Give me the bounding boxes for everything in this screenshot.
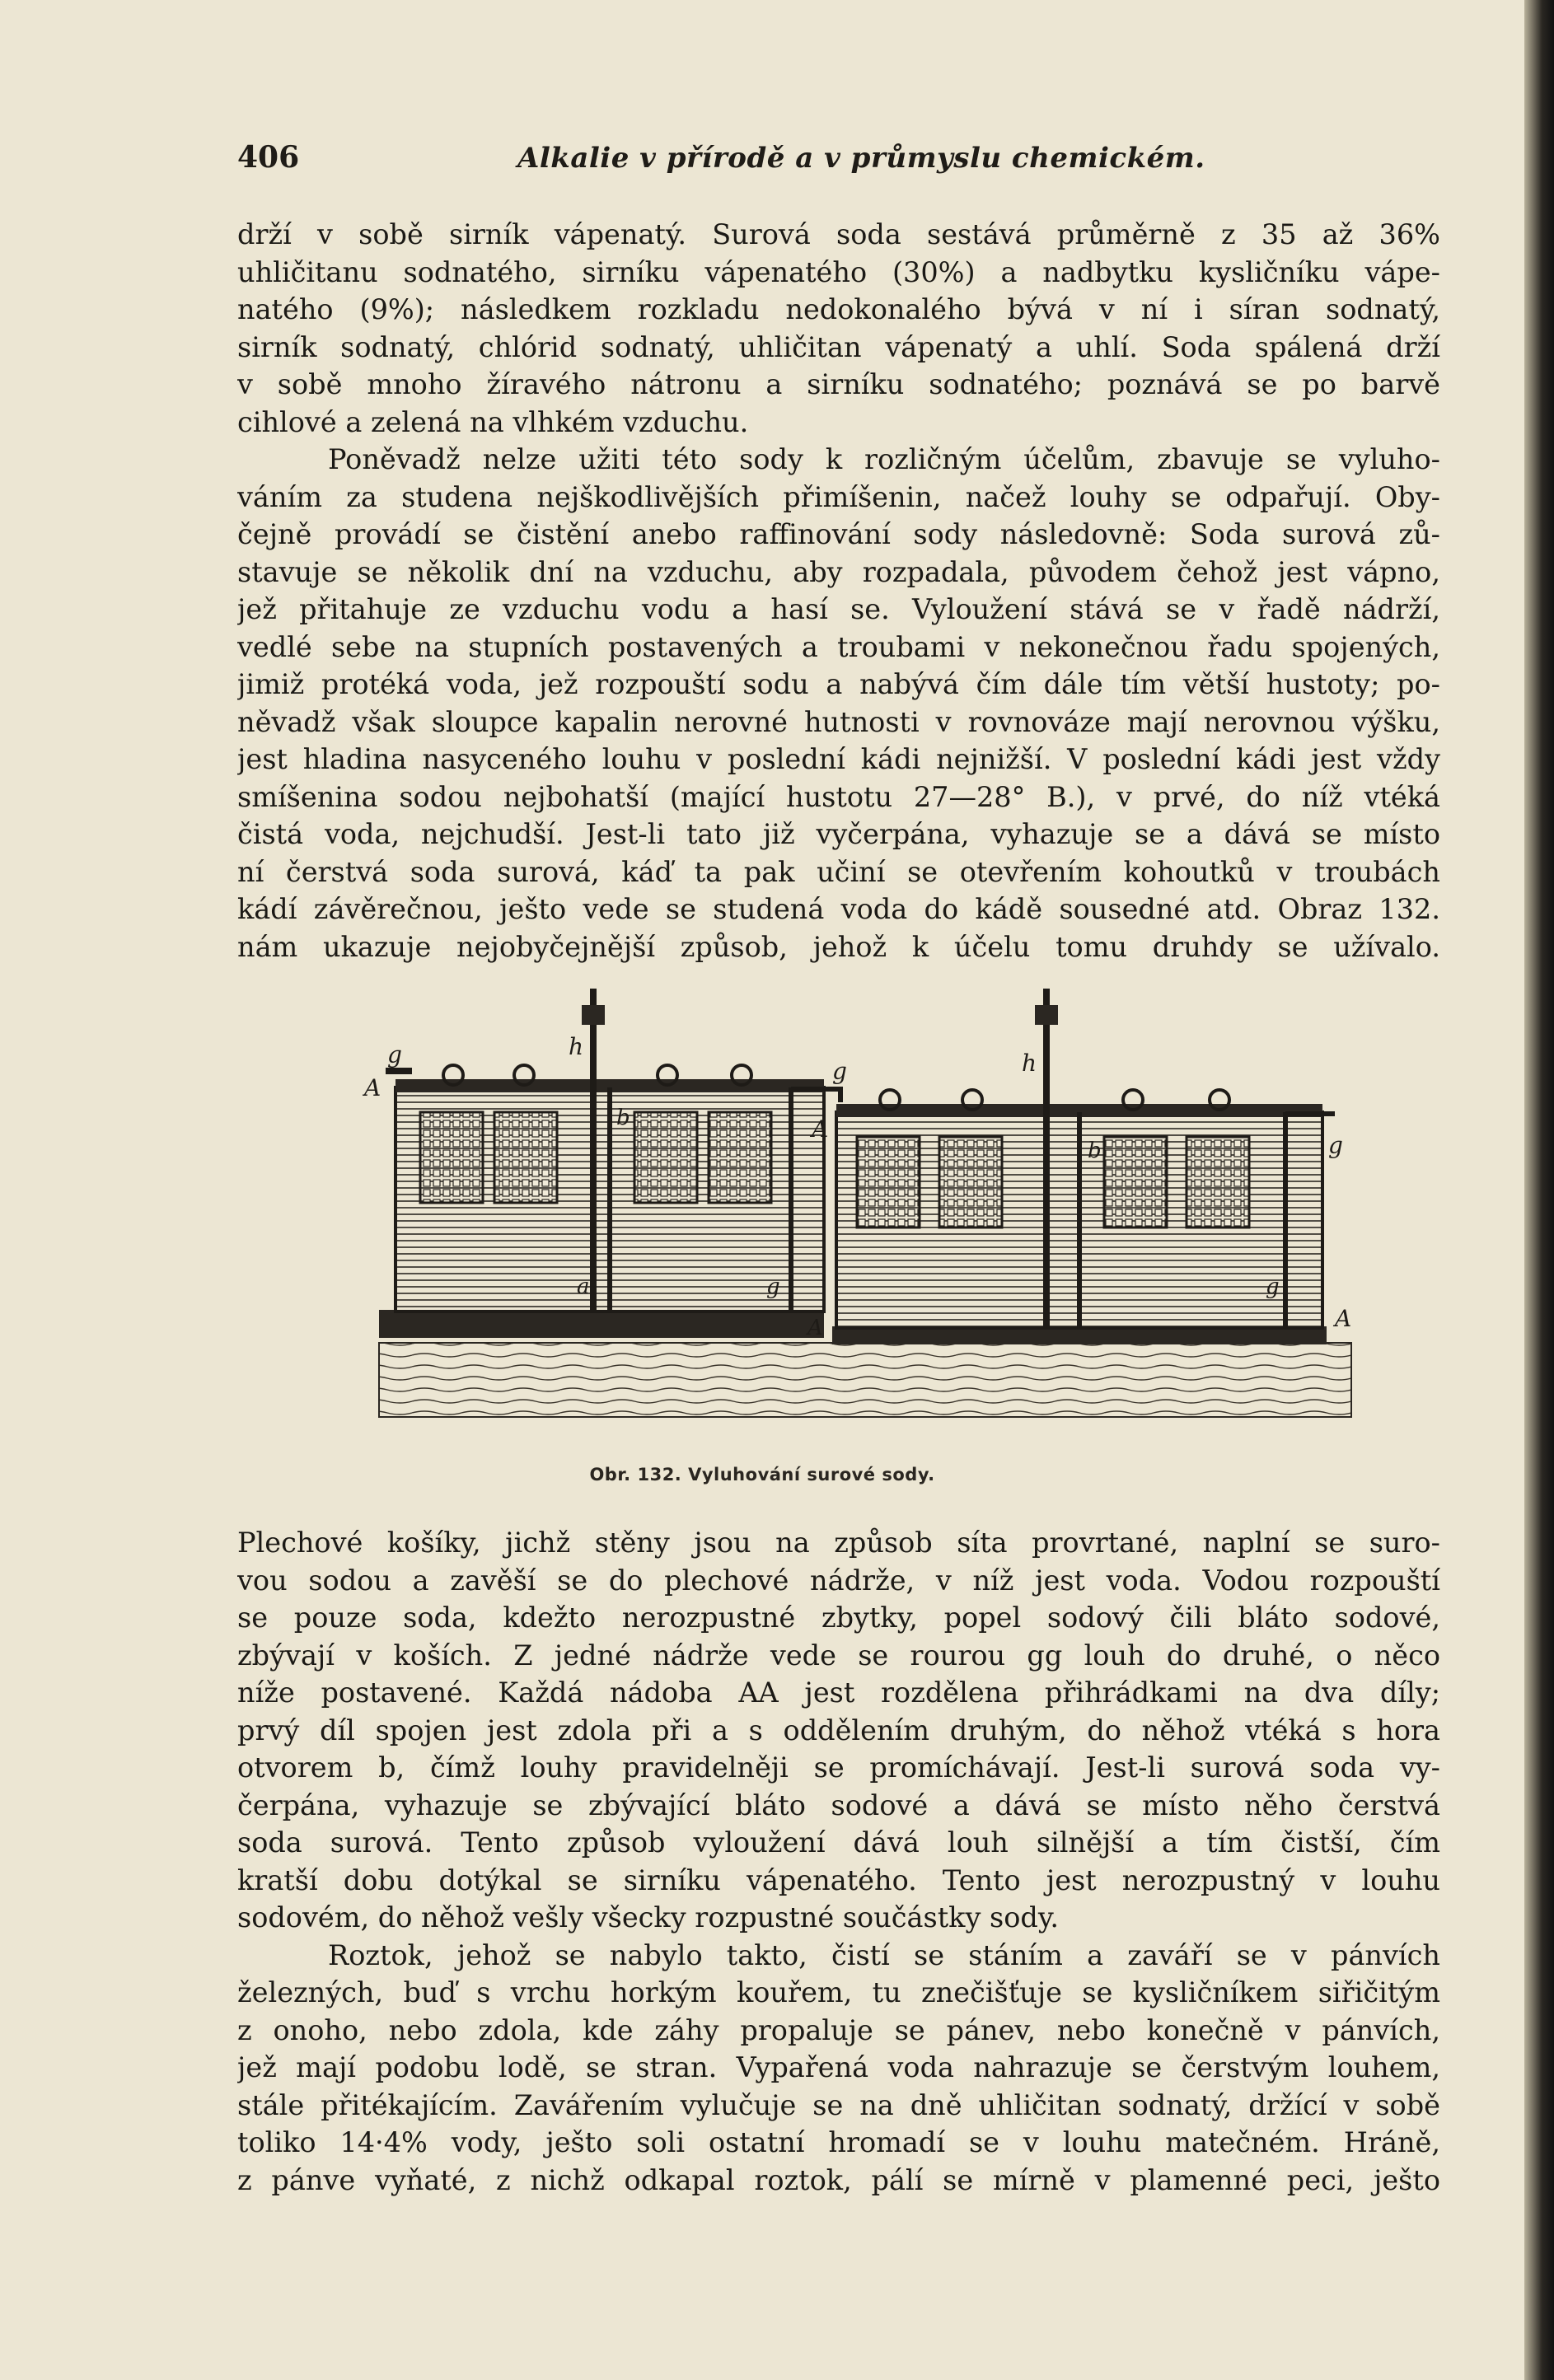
text-line: soda surová. Tento způsob vyloužení dává louh silnější a tím čistší, čím bbox=[237, 1826, 1440, 1859]
text-line: železných, buď s vrchu horkým kouřem, tu znečišťuje se kysličníkem siřičitým bbox=[237, 1976, 1440, 2008]
text-line: čistá voda, nejchudší. Jest-li tato již vyčerpána, vyhazuje se a dává se místo bbox=[237, 818, 1440, 850]
figure-label-g: g bbox=[387, 1041, 402, 1068]
text-line: otvorem b, čímž louhy pravidelněji se promíchávají. Jest-li surová soda vy- bbox=[237, 1751, 1440, 1784]
text-line: čejně provádí se čistění anebo raffinování sody následovně: Soda surová zů- bbox=[237, 518, 1440, 550]
figure-label-h: h bbox=[1022, 1050, 1037, 1077]
running-title: Alkalie v přírodě a v průmyslu chemickém. bbox=[517, 142, 1205, 175]
text-line: jež přitahuje ze vzduchu vodu a hasí se. Vyloužení stává se v řadě nádrží, bbox=[237, 593, 1440, 625]
text-line: sodovém, do něhož vešly všecky rozpustné součástky sody. bbox=[237, 1901, 1059, 1933]
text-line: stále přitékajícím. Zavářením vylučuje se na dně uhličitan sodnatý, držící v sobě bbox=[237, 2088, 1440, 2121]
text-block-bottom bbox=[237, 1524, 1440, 2199]
text-line: zbývají v koších. Z jedné nádrže vede se rourou gg louh do druhé, o něco bbox=[237, 1639, 1440, 1672]
text-line: něvadž však sloupce kapalin nerovné hutnosti v rovnováze mají nerovnou výšku, bbox=[237, 705, 1440, 738]
figure-label-g: g bbox=[832, 1058, 847, 1085]
page-number: 406 bbox=[237, 140, 300, 175]
text-line: jest hladina nasyceného louhu v poslední kádi nejnižší. V poslední kádi jest vždy bbox=[237, 743, 1440, 775]
text-line: smíšenina sodou nejbohatší (mající hustotu 27—28° B.), v prvé, do níž vtéká bbox=[237, 780, 1440, 813]
wooden-floor bbox=[379, 1343, 1351, 1417]
book-spine-edge bbox=[1524, 0, 1554, 2380]
text-line: vedlé sebe na stupních postavených a troubami v nekonečnou řadu spojených, bbox=[237, 630, 1440, 663]
vat-right bbox=[836, 989, 1335, 1328]
base-beam-left bbox=[379, 1310, 824, 1338]
text-line: stavuje se několik dní na vzduchu, aby rozpadala, původem čehož jest vápno, bbox=[237, 555, 1440, 588]
text-line: v sobě mnoho žíravého nátronu a sirníku sodnatého; poznává se po barvě bbox=[237, 368, 1440, 400]
figure-label-A: A bbox=[364, 1074, 381, 1101]
text-line: Poněvadž nelze užiti této sody k rozličným účelům, zbavuje se vyluho- bbox=[328, 443, 1440, 475]
text-line: ní čerstvá soda surová, káď ta pak učiní se otevřením kohoutků v troubách bbox=[237, 855, 1440, 888]
figure-label-A: A bbox=[1335, 1305, 1352, 1332]
text-line: prvý díl spojen jest zdola při a s oddělením druhým, do něhož vtéká s hora bbox=[237, 1714, 1440, 1746]
figure-label-b: b bbox=[616, 1106, 630, 1130]
text-line: váním za studena nejškodlivějších přimíšenin, načež louhy se odpařují. Oby- bbox=[237, 480, 1440, 513]
text-line: čerpána, vyhazuje se zbývající bláto sodové a dává se místo něho čerstvá bbox=[237, 1789, 1440, 1821]
figure-label-g: g bbox=[766, 1274, 780, 1299]
figure-label-h: h bbox=[569, 1033, 584, 1060]
figure-leaching-vats bbox=[363, 980, 1376, 1442]
text-line: toliko 14·4% vody, ješto soli ostatní hromadí se v louhu matečném. Hráně, bbox=[237, 2126, 1440, 2158]
text-line: drží v sobě sirník vápenatý. Surová soda sestává průměrně z 35 až 36% bbox=[237, 218, 1440, 250]
text-line: z onoho, nebo zdola, kde záhy propaluje se pánev, nebo konečně v pánvích, bbox=[237, 2013, 1440, 2046]
figure-label-b: b bbox=[1088, 1139, 1102, 1163]
text-line: nám ukazuje nejobyčejnější způsob, jehož k účelu tomu druhdy se užívalo. bbox=[237, 930, 1440, 963]
text-line: kádí závěrečnou, ješto vede se studená voda do kádě sousedné atd. Obraz 132. bbox=[237, 893, 1440, 925]
vat-left bbox=[386, 989, 840, 1312]
text-line: kratší dobu dotýkal se sirníku vápenatého. Tento jest nerozpustný v louhu bbox=[237, 1863, 1440, 1896]
text-block-top bbox=[237, 216, 1440, 966]
text-line: cihlové a zelená na vlhkém vzduchu. bbox=[237, 405, 749, 438]
figure-label-g: g bbox=[1266, 1274, 1280, 1299]
figure-label-A: A bbox=[807, 1316, 823, 1340]
text-line: Plechové košíky, jichž stěny jsou na způsob síta provrtané, naplní se suro- bbox=[237, 1527, 1440, 1559]
text-line: natého (9%); následkem rozkladu nedokonalého bývá v ní i síran sodnatý, bbox=[237, 293, 1440, 325]
text-line: se pouze soda, kdežto nerozpustné zbytky, popel sodový čili bláto sodové, bbox=[237, 1601, 1440, 1634]
page-header bbox=[237, 140, 1440, 181]
text-line: z pánve vyňaté, z nichž odkapal roztok, pálí se mírně v plamenné peci, ješto bbox=[237, 2163, 1440, 2196]
text-line: jež mají podobu lodě, se stran. Vypařená voda nahrazuje se čerstvým louhem, bbox=[237, 2051, 1440, 2083]
figure-caption: Obr. 132. Vyluhování surové sody. bbox=[589, 1465, 935, 1485]
text-line: Roztok, jehož se nabylo takto, čistí se stáním a zaváří se v pánvích bbox=[328, 1938, 1440, 1971]
text-line: jimiž protéká voda, jež rozpouští sodu a nabývá čím dále tím větší hustoty; po- bbox=[237, 668, 1440, 700]
figure-label-A: A bbox=[812, 1115, 829, 1143]
figure-label-g: g bbox=[1328, 1132, 1343, 1159]
text-line: uhličitanu sodnatého, sirníku vápenatého (30%) a nadbytku kysličníku vápe- bbox=[237, 255, 1440, 288]
text-line: vou sodou a zavěší se do plechové nádrže, v níž jest voda. Vodou rozpouští bbox=[237, 1564, 1440, 1597]
text-line: níže postavené. Každá nádoba AA jest rozdělena přihrádkami na dva díly; bbox=[237, 1676, 1440, 1709]
text-line: sirník sodnatý, chlórid sodnatý, uhličitan vápenatý a uhlí. Soda spálená drží bbox=[237, 330, 1440, 363]
figure-label-a: a bbox=[577, 1274, 590, 1299]
